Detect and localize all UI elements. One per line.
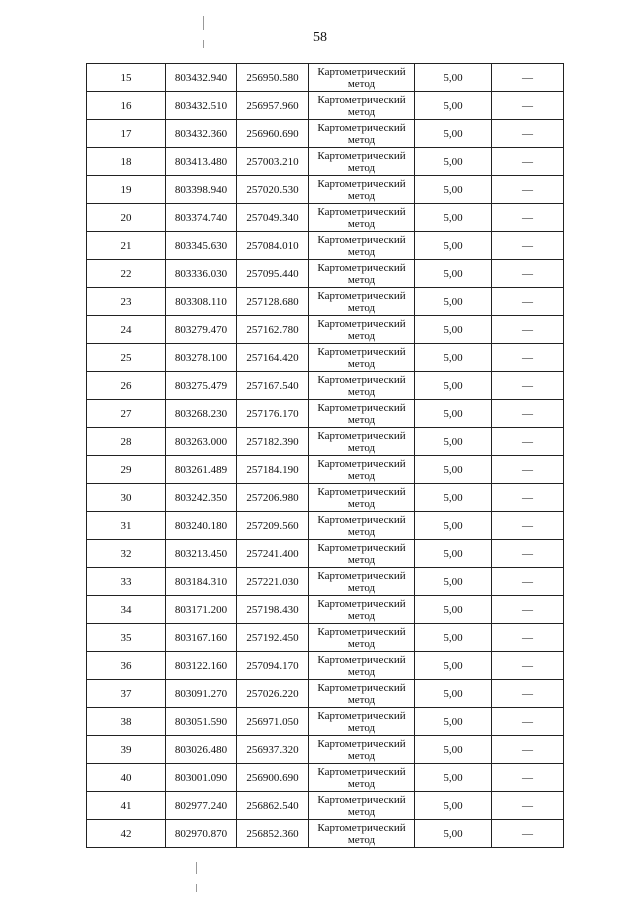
x-coordinate-cell: 803001.090 [166,764,237,792]
accuracy-cell: 5,00 [415,596,492,624]
scan-mark [196,884,197,892]
description-cell: — [492,288,564,316]
y-coordinate-cell: 257241.400 [237,540,309,568]
method-cell [309,288,415,316]
y-coordinate-cell: 257049.340 [237,204,309,232]
y-coordinate-cell: 256852.360 [237,820,309,848]
table-row [87,260,564,288]
description-cell: — [492,372,564,400]
table-row [87,92,564,120]
method-line-2: метод [347,105,376,118]
x-coordinate-cell: 803051.590 [166,708,237,736]
accuracy-cell: 5,00 [415,260,492,288]
method-line-1: Картометрический [317,765,406,778]
table-row [87,64,564,92]
method-cell [309,596,415,624]
method-line-2: метод [347,273,376,286]
method-line-1: Картометрический [317,289,406,302]
table-row [87,512,564,540]
point-number-cell: 35 [87,624,166,652]
description-cell: — [492,820,564,848]
y-coordinate-cell: 257003.210 [237,148,309,176]
accuracy-cell: 5,00 [415,764,492,792]
method-cell [309,820,415,848]
y-coordinate-cell: 256950.580 [237,64,309,92]
description-cell: — [492,428,564,456]
point-number-cell: 18 [87,148,166,176]
y-coordinate-cell: 257128.680 [237,288,309,316]
method-cell [309,484,415,512]
method-line-2: метод [347,693,376,706]
accuracy-cell: 5,00 [415,232,492,260]
y-coordinate-cell: 257209.560 [237,512,309,540]
method-line-2: метод [347,609,376,622]
description-cell: — [492,64,564,92]
table-row [87,652,564,680]
scan-mark [196,862,197,874]
table-row [87,736,564,764]
description-cell: — [492,316,564,344]
accuracy-cell: 5,00 [415,568,492,596]
method-cell [309,568,415,596]
y-coordinate-cell: 257162.780 [237,316,309,344]
description-cell: — [492,92,564,120]
y-coordinate-cell: 256937.320 [237,736,309,764]
accuracy-cell: 5,00 [415,372,492,400]
x-coordinate-cell: 803091.270 [166,680,237,708]
point-number-cell: 20 [87,204,166,232]
y-coordinate-cell: 256862.540 [237,792,309,820]
method-cell [309,624,415,652]
x-coordinate-cell: 803167.160 [166,624,237,652]
table-row [87,400,564,428]
method-line-1: Картометрический [317,93,406,106]
accuracy-cell: 5,00 [415,484,492,512]
x-coordinate-cell: 803398.940 [166,176,237,204]
scan-mark [203,16,204,30]
x-coordinate-cell: 803268.230 [166,400,237,428]
x-coordinate-cell: 803261.489 [166,456,237,484]
x-coordinate-cell: 803413.480 [166,148,237,176]
description-cell: — [492,484,564,512]
description-cell: — [492,204,564,232]
y-coordinate-cell: 256957.960 [237,92,309,120]
method-cell [309,64,415,92]
method-line-2: метод [347,581,376,594]
accuracy-cell: 5,00 [415,176,492,204]
accuracy-cell: 5,00 [415,344,492,372]
method-line-1: Картометрический [317,373,406,386]
table-row [87,764,564,792]
method-line-1: Картометрический [317,485,406,498]
accuracy-cell: 5,00 [415,148,492,176]
method-line-1: Картометрический [317,233,406,246]
description-cell: — [492,456,564,484]
x-coordinate-cell: 803345.630 [166,232,237,260]
point-number-cell: 16 [87,92,166,120]
method-line-1: Картометрический [317,261,406,274]
point-number-cell: 42 [87,820,166,848]
method-cell [309,148,415,176]
description-cell: — [492,680,564,708]
y-coordinate-cell: 256900.690 [237,764,309,792]
method-line-2: метод [347,441,376,454]
accuracy-cell: 5,00 [415,708,492,736]
table-row [87,596,564,624]
description-cell: — [492,624,564,652]
point-number-cell: 32 [87,540,166,568]
y-coordinate-cell: 257164.420 [237,344,309,372]
point-number-cell: 25 [87,344,166,372]
method-line-2: метод [347,805,376,818]
y-coordinate-cell: 256960.690 [237,120,309,148]
point-number-cell: 29 [87,456,166,484]
point-number-cell: 33 [87,568,166,596]
point-number-cell: 21 [87,232,166,260]
table-row [87,232,564,260]
x-coordinate-cell: 803432.510 [166,92,237,120]
method-line-2: метод [347,385,376,398]
point-number-cell: 36 [87,652,166,680]
description-cell: — [492,652,564,680]
method-line-1: Картометрический [317,317,406,330]
description-cell: — [492,400,564,428]
x-coordinate-cell: 803184.310 [166,568,237,596]
accuracy-cell: 5,00 [415,540,492,568]
y-coordinate-cell: 257094.170 [237,652,309,680]
method-cell [309,792,415,820]
method-line-2: метод [347,721,376,734]
method-line-1: Картометрический [317,793,406,806]
accuracy-cell: 5,00 [415,288,492,316]
accuracy-cell: 5,00 [415,792,492,820]
x-coordinate-cell: 803374.740 [166,204,237,232]
accuracy-cell: 5,00 [415,92,492,120]
method-line-2: метод [347,469,376,482]
point-number-cell: 31 [87,512,166,540]
method-line-2: метод [347,329,376,342]
page-number: 58 [313,30,327,45]
method-line-2: метод [347,749,376,762]
x-coordinate-cell: 802977.240 [166,792,237,820]
method-line-1: Картометрический [317,65,406,78]
table-row [87,456,564,484]
table-row [87,176,564,204]
accuracy-cell: 5,00 [415,64,492,92]
table-row [87,568,564,596]
method-line-2: метод [347,301,376,314]
method-line-1: Картометрический [317,625,406,638]
accuracy-cell: 5,00 [415,512,492,540]
x-coordinate-cell: 803279.470 [166,316,237,344]
method-cell [309,708,415,736]
y-coordinate-cell: 257182.390 [237,428,309,456]
x-coordinate-cell: 803263.000 [166,428,237,456]
description-cell: — [492,596,564,624]
method-line-1: Картометрический [317,737,406,750]
accuracy-cell: 5,00 [415,316,492,344]
method-line-2: метод [347,525,376,538]
table-row [87,372,564,400]
table-row [87,204,564,232]
description-cell: — [492,344,564,372]
table-row [87,624,564,652]
point-number-cell: 15 [87,64,166,92]
table-row [87,484,564,512]
method-line-1: Картометрический [317,569,406,582]
table-row [87,540,564,568]
accuracy-cell: 5,00 [415,680,492,708]
point-number-cell: 39 [87,736,166,764]
accuracy-cell: 5,00 [415,652,492,680]
method-line-2: метод [347,413,376,426]
method-cell [309,428,415,456]
y-coordinate-cell: 257184.190 [237,456,309,484]
table-row [87,148,564,176]
description-cell: — [492,736,564,764]
accuracy-cell: 5,00 [415,624,492,652]
method-line-1: Картометрический [317,597,406,610]
x-coordinate-cell: 803432.940 [166,64,237,92]
accuracy-cell: 5,00 [415,456,492,484]
method-line-1: Картометрический [317,681,406,694]
table-row [87,680,564,708]
method-line-1: Картометрический [317,709,406,722]
y-coordinate-cell: 257095.440 [237,260,309,288]
method-cell [309,232,415,260]
y-coordinate-cell: 257084.010 [237,232,309,260]
table-row [87,428,564,456]
method-cell [309,400,415,428]
accuracy-cell: 5,00 [415,204,492,232]
point-number-cell: 23 [87,288,166,316]
method-line-2: метод [347,497,376,510]
point-number-cell: 24 [87,316,166,344]
x-coordinate-cell: 803213.450 [166,540,237,568]
point-number-cell: 27 [87,400,166,428]
point-number-cell: 40 [87,764,166,792]
method-line-1: Картометрический [317,401,406,414]
method-line-2: метод [347,161,376,174]
method-cell [309,372,415,400]
method-line-2: метод [347,357,376,370]
x-coordinate-cell: 803308.110 [166,288,237,316]
method-cell [309,652,415,680]
method-cell [309,92,415,120]
description-cell: — [492,232,564,260]
method-line-2: метод [347,189,376,202]
description-cell: — [492,260,564,288]
description-cell: — [492,568,564,596]
y-coordinate-cell: 257176.170 [237,400,309,428]
accuracy-cell: 5,00 [415,400,492,428]
method-cell [309,456,415,484]
accuracy-cell: 5,00 [415,736,492,764]
method-line-1: Картометрический [317,457,406,470]
method-line-2: метод [347,77,376,90]
description-cell: — [492,540,564,568]
description-cell: — [492,708,564,736]
x-coordinate-cell: 803026.480 [166,736,237,764]
method-cell [309,540,415,568]
point-number-cell: 41 [87,792,166,820]
method-cell [309,764,415,792]
method-cell [309,736,415,764]
method-cell [309,512,415,540]
method-line-1: Картометрический [317,121,406,134]
method-line-1: Картометрический [317,177,406,190]
description-cell: — [492,764,564,792]
x-coordinate-cell: 803242.350 [166,484,237,512]
y-coordinate-cell: 256971.050 [237,708,309,736]
x-coordinate-cell: 803275.479 [166,372,237,400]
accuracy-cell: 5,00 [415,820,492,848]
method-line-2: метод [347,777,376,790]
coordinates-table [86,63,564,848]
method-cell [309,176,415,204]
method-line-1: Картометрический [317,541,406,554]
table-row [87,288,564,316]
table-row [87,316,564,344]
description-cell: — [492,120,564,148]
table-row [87,120,564,148]
method-line-2: метод [347,133,376,146]
method-cell [309,344,415,372]
point-number-cell: 37 [87,680,166,708]
point-number-cell: 38 [87,708,166,736]
y-coordinate-cell: 257167.540 [237,372,309,400]
method-line-1: Картометрический [317,345,406,358]
point-number-cell: 19 [87,176,166,204]
coordinates-table-body [87,64,564,848]
method-line-1: Картометрический [317,821,406,834]
accuracy-cell: 5,00 [415,120,492,148]
y-coordinate-cell: 257198.430 [237,596,309,624]
point-number-cell: 34 [87,596,166,624]
method-cell [309,120,415,148]
description-cell: — [492,148,564,176]
x-coordinate-cell: 803122.160 [166,652,237,680]
x-coordinate-cell: 803278.100 [166,344,237,372]
table-row [87,708,564,736]
description-cell: — [492,512,564,540]
point-number-cell: 30 [87,484,166,512]
x-coordinate-cell: 802970.870 [166,820,237,848]
method-line-2: метод [347,833,376,846]
table-row [87,820,564,848]
method-line-2: метод [347,553,376,566]
table-row [87,792,564,820]
point-number-cell: 26 [87,372,166,400]
method-line-1: Картометрический [317,653,406,666]
y-coordinate-cell: 257206.980 [237,484,309,512]
method-cell [309,204,415,232]
table-row [87,344,564,372]
y-coordinate-cell: 257026.220 [237,680,309,708]
accuracy-cell: 5,00 [415,428,492,456]
description-cell: — [492,792,564,820]
method-line-1: Картометрический [317,205,406,218]
y-coordinate-cell: 257192.450 [237,624,309,652]
method-cell [309,260,415,288]
point-number-cell: 28 [87,428,166,456]
x-coordinate-cell: 803432.360 [166,120,237,148]
x-coordinate-cell: 803171.200 [166,596,237,624]
point-number-cell: 22 [87,260,166,288]
method-line-1: Картометрический [317,513,406,526]
y-coordinate-cell: 257020.530 [237,176,309,204]
point-number-cell: 17 [87,120,166,148]
method-line-2: метод [347,217,376,230]
x-coordinate-cell: 803336.030 [166,260,237,288]
method-line-2: метод [347,665,376,678]
y-coordinate-cell: 257221.030 [237,568,309,596]
method-line-2: метод [347,245,376,258]
method-line-1: Картометрический [317,429,406,442]
method-cell [309,316,415,344]
description-cell: — [492,176,564,204]
method-cell [309,680,415,708]
x-coordinate-cell: 803240.180 [166,512,237,540]
method-line-1: Картометрический [317,149,406,162]
method-line-2: метод [347,637,376,650]
